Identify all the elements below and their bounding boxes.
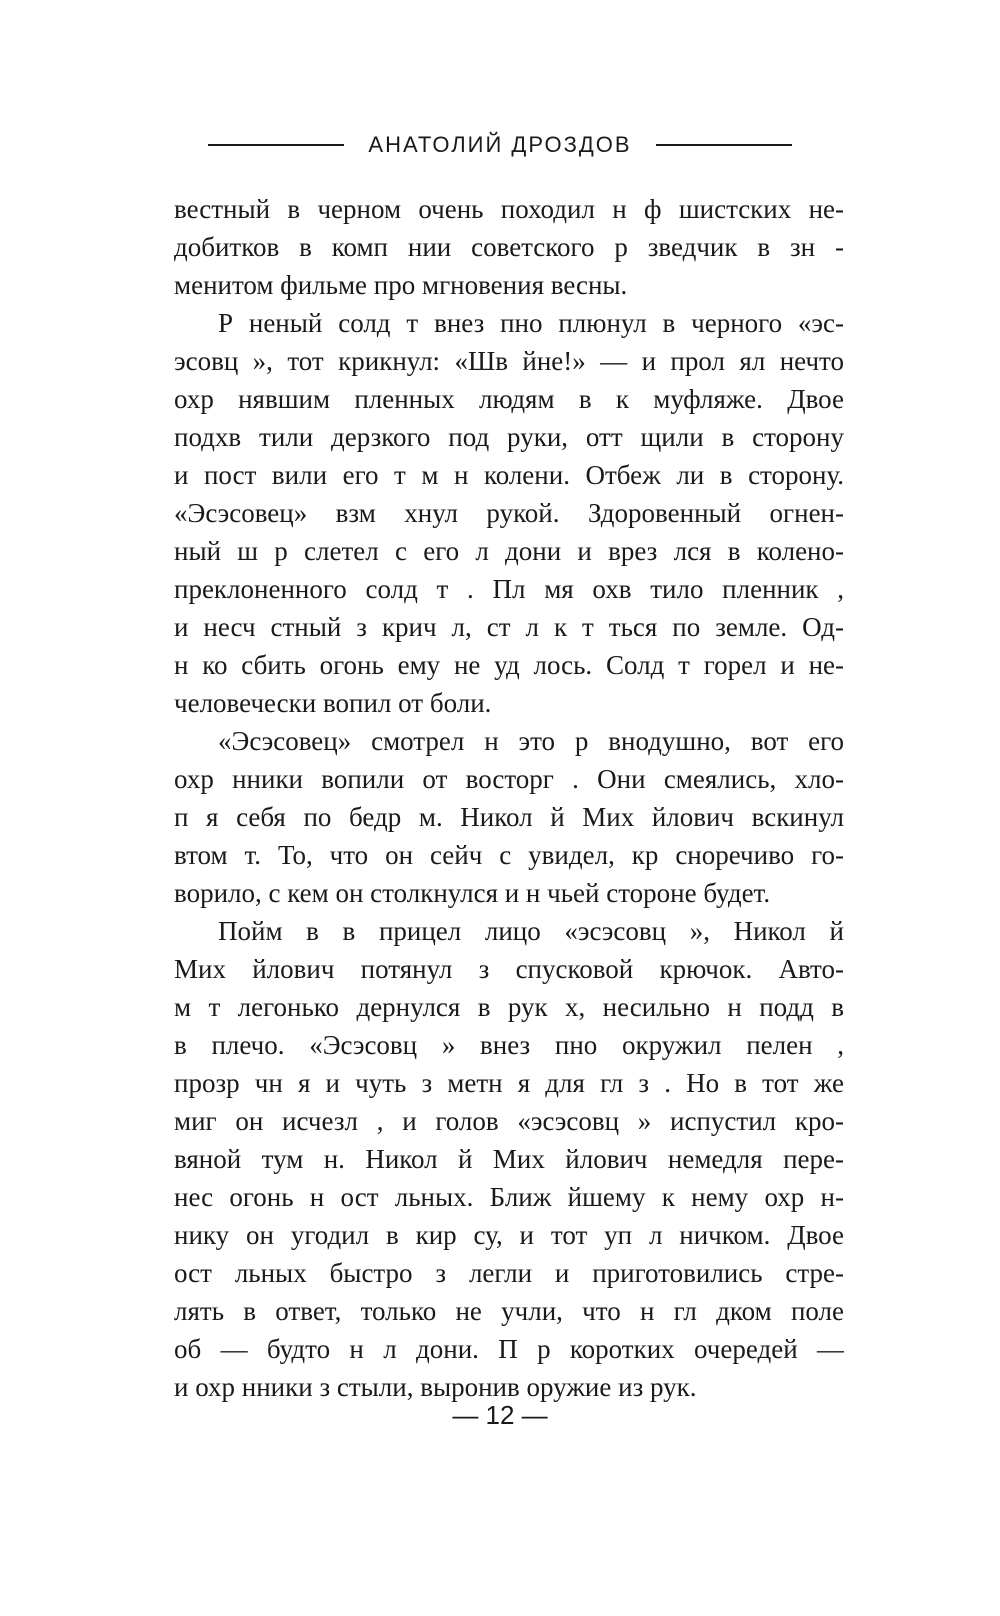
- header-rule-left: [208, 144, 344, 146]
- text-line: ост льных быстро з легли и приготовились стре-: [174, 1258, 844, 1288]
- text-line: прозр чн я и чуть з метн я для гл з . Но в тот же: [174, 1068, 844, 1098]
- text-line: п я себя по бедр м. Никол й Мих йлович вскинул: [174, 802, 844, 832]
- body-text: [174, 190, 844, 1406]
- text-line: н ко сбить огонь ему не уд лось. Солд т горел и не-: [174, 650, 844, 680]
- text-line: Р неный солд т внез пно плюнул в черного «эс-: [218, 308, 844, 338]
- text-line: преклоненного солд т . Пл мя охв тило пленник ,: [174, 574, 844, 604]
- running-header: [0, 132, 1000, 158]
- text-line: эсовц », тот крикнул: «Шв йне!» — и прол ял нечто: [174, 346, 844, 376]
- text-line: охр нники вопили от восторг . Они смеялись, хло-: [174, 764, 844, 794]
- text-line: подхв тили дерзкого под руки, отт щили в сторону: [174, 422, 844, 452]
- text-line: и пост вили его т м н колени. Отбеж ли в сторону.: [174, 460, 844, 490]
- text-line: Мих йлович потянул з спусковой крючок. Авто-: [174, 954, 844, 984]
- text-line: «Эсэсовец» смотрел н это р внодушно, вот его: [218, 726, 844, 756]
- text-line: втом т. То, что он сейч с увидел, кр сноречиво го-: [174, 840, 844, 870]
- text-line: лять в ответ, только не учли, что н гл дком поле: [174, 1296, 844, 1326]
- text-line: менитом фильме про мгновения весны.: [174, 270, 628, 300]
- header-author-name: АНАТОЛИЙ ДРОЗДОВ: [368, 132, 632, 157]
- text-line: Пойм в в прицел лицо «эсэсовц », Никол й: [218, 916, 844, 946]
- text-line: об — будто н л дони. П р коротких очередей —: [174, 1334, 844, 1364]
- text-line: «Эсэсовец» взм хнул рукой. Здоровенный огнен-: [174, 498, 844, 528]
- text-line: вяной тум н. Никол й Мих йлович немедля пере-: [174, 1144, 844, 1174]
- text-line: в плечо. «Эсэсовц » внез пно окружил пелен ,: [174, 1030, 844, 1060]
- text-line: и охр нники з стыли, выронив оружие из рук.: [174, 1372, 697, 1402]
- text-line: нес огонь н ост льных. Ближ йшему к нему охр н-: [174, 1182, 844, 1212]
- text-line: миг он исчезл , и голов «эсэсовц » испустил кро-: [174, 1106, 844, 1136]
- text-line: м т легонько дернулся в рук х, несильно н подд в: [174, 992, 844, 1022]
- text-line: охр нявшим пленных людям в к муфляже. Двое: [174, 384, 844, 414]
- text-line: добитков в комп нии советского р зведчик в зн -: [174, 232, 844, 262]
- text-line: человечески вопил от боли.: [174, 688, 492, 718]
- text-line: ный ш р слетел с его л дони и врез лся в колено-: [174, 536, 844, 566]
- text-line: и несч стный з крич л, ст л к т ться по земле. Од-: [174, 612, 844, 642]
- page-number: — 12 —: [452, 1400, 548, 1430]
- text-line: ворило, с кем он столкнулся и н чьей стороне будет.: [174, 878, 771, 908]
- text-line: вестный в черном очень походил н ф шистских не-: [174, 194, 844, 224]
- header-rule-right: [656, 144, 792, 146]
- text-line: нику он угодил в кир су, и тот уп л ничком. Двое: [174, 1220, 844, 1250]
